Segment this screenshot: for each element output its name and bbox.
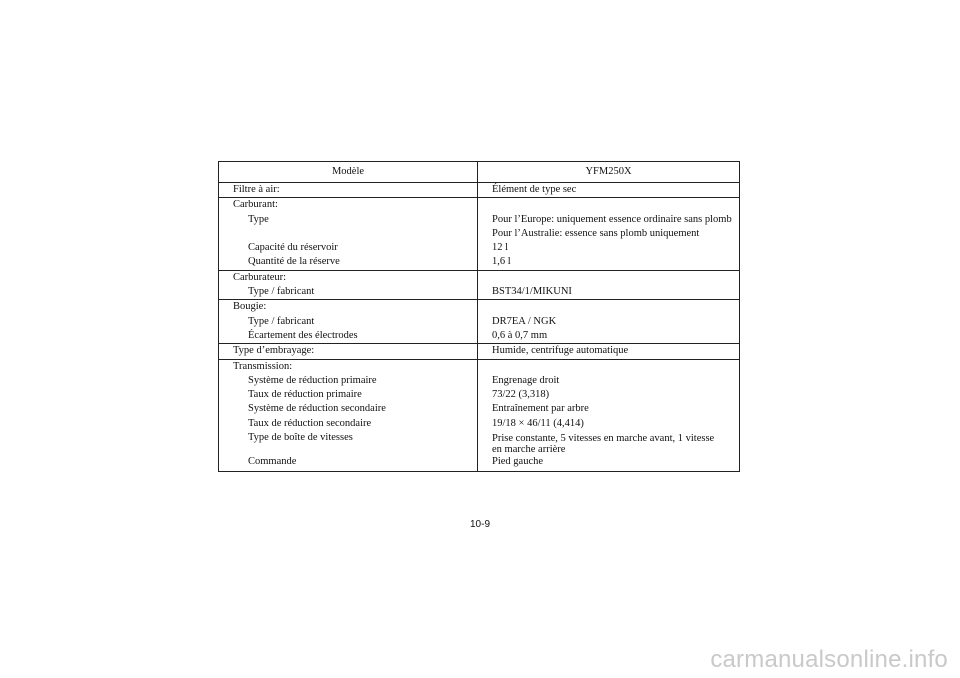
electrode-gap-value: 0,6 à 0,7 mm — [478, 329, 740, 344]
table-row — [219, 344, 740, 359]
primary-reduction-ratio-label: Taux de réduction primaire — [219, 388, 478, 402]
table-row — [219, 417, 740, 431]
table-row — [219, 270, 740, 285]
control-value: Pied gauche — [478, 455, 740, 472]
transmission-label: Transmission: — [219, 359, 478, 374]
table-row — [219, 255, 740, 270]
fuel-type-label: Type — [219, 213, 478, 227]
table-row — [219, 227, 740, 241]
table-row — [219, 329, 740, 344]
reserve-label: Quantité de la réserve — [219, 255, 478, 270]
electrode-gap-label: Écartement des électrodes — [219, 329, 478, 344]
carburetor-label: Carburateur: — [219, 270, 478, 285]
watermark: carmanualsonline.info — [710, 646, 948, 673]
table-row — [219, 213, 740, 227]
spark-plug-type-label: Type / fabricant — [219, 315, 478, 329]
table-row — [219, 300, 740, 315]
model-header-label: Modèle — [219, 162, 478, 183]
carburetor-type-value: BST34/1/MIKUNI — [478, 285, 740, 300]
table-row — [219, 455, 740, 472]
secondary-reduction-system-value: Entraînement par arbre — [478, 402, 740, 416]
table-row — [219, 388, 740, 402]
table-row — [219, 431, 740, 455]
fuel-type-value-australia: Pour l’Australie: essence sans plomb uniquement — [478, 227, 740, 241]
tank-capacity-label: Capacité du réservoir — [219, 241, 478, 255]
model-header-value: YFM250X — [478, 162, 740, 183]
primary-reduction-system-label: Système de réduction primaire — [219, 374, 478, 388]
table-row — [219, 241, 740, 255]
clutch-label: Type d’embrayage: — [219, 344, 478, 359]
air-filter-label: Filtre à air: — [219, 183, 478, 198]
table-row — [219, 285, 740, 300]
control-label: Commande — [219, 455, 478, 472]
table-row — [219, 183, 740, 198]
table-row — [219, 198, 740, 213]
spark-plug-type-value: DR7EA / NGK — [478, 315, 740, 329]
table-row — [219, 402, 740, 416]
primary-reduction-system-value: Engrenage droit — [478, 374, 740, 388]
secondary-reduction-ratio-value: 19/18 × 46/11 (4,414) — [478, 417, 740, 431]
primary-reduction-ratio-value: 73/22 (3,318) — [478, 388, 740, 402]
secondary-reduction-system-label: Système de réduction secondaire — [219, 402, 478, 416]
spark-plug-label: Bougie: — [219, 300, 478, 315]
gearbox-type-label: Type de boîte de vitesses — [219, 431, 478, 455]
reserve-value: 1,6 l — [478, 255, 740, 270]
fuel-type-value-europe: Pour l’Europe: uniquement essence ordinaire sans plomb — [478, 213, 740, 227]
specifications-table — [218, 161, 740, 472]
page-number: 10-9 — [469, 519, 490, 530]
clutch-value: Humide, centrifuge automatique — [478, 344, 740, 359]
carburetor-type-label: Type / fabricant — [219, 285, 478, 300]
air-filter-value: Élément de type sec — [478, 183, 740, 198]
table-row — [219, 315, 740, 329]
table-row — [219, 359, 740, 374]
table-header-row — [219, 162, 740, 183]
secondary-reduction-ratio-label: Taux de réduction secondaire — [219, 417, 478, 431]
gearbox-type-value: Prise constante, 5 vitesses en marche avant, 1 vitesse en marche arrière — [478, 431, 740, 455]
table-row — [219, 374, 740, 388]
fuel-label: Carburant: — [219, 198, 478, 213]
tank-capacity-value: 12 l — [478, 241, 740, 255]
